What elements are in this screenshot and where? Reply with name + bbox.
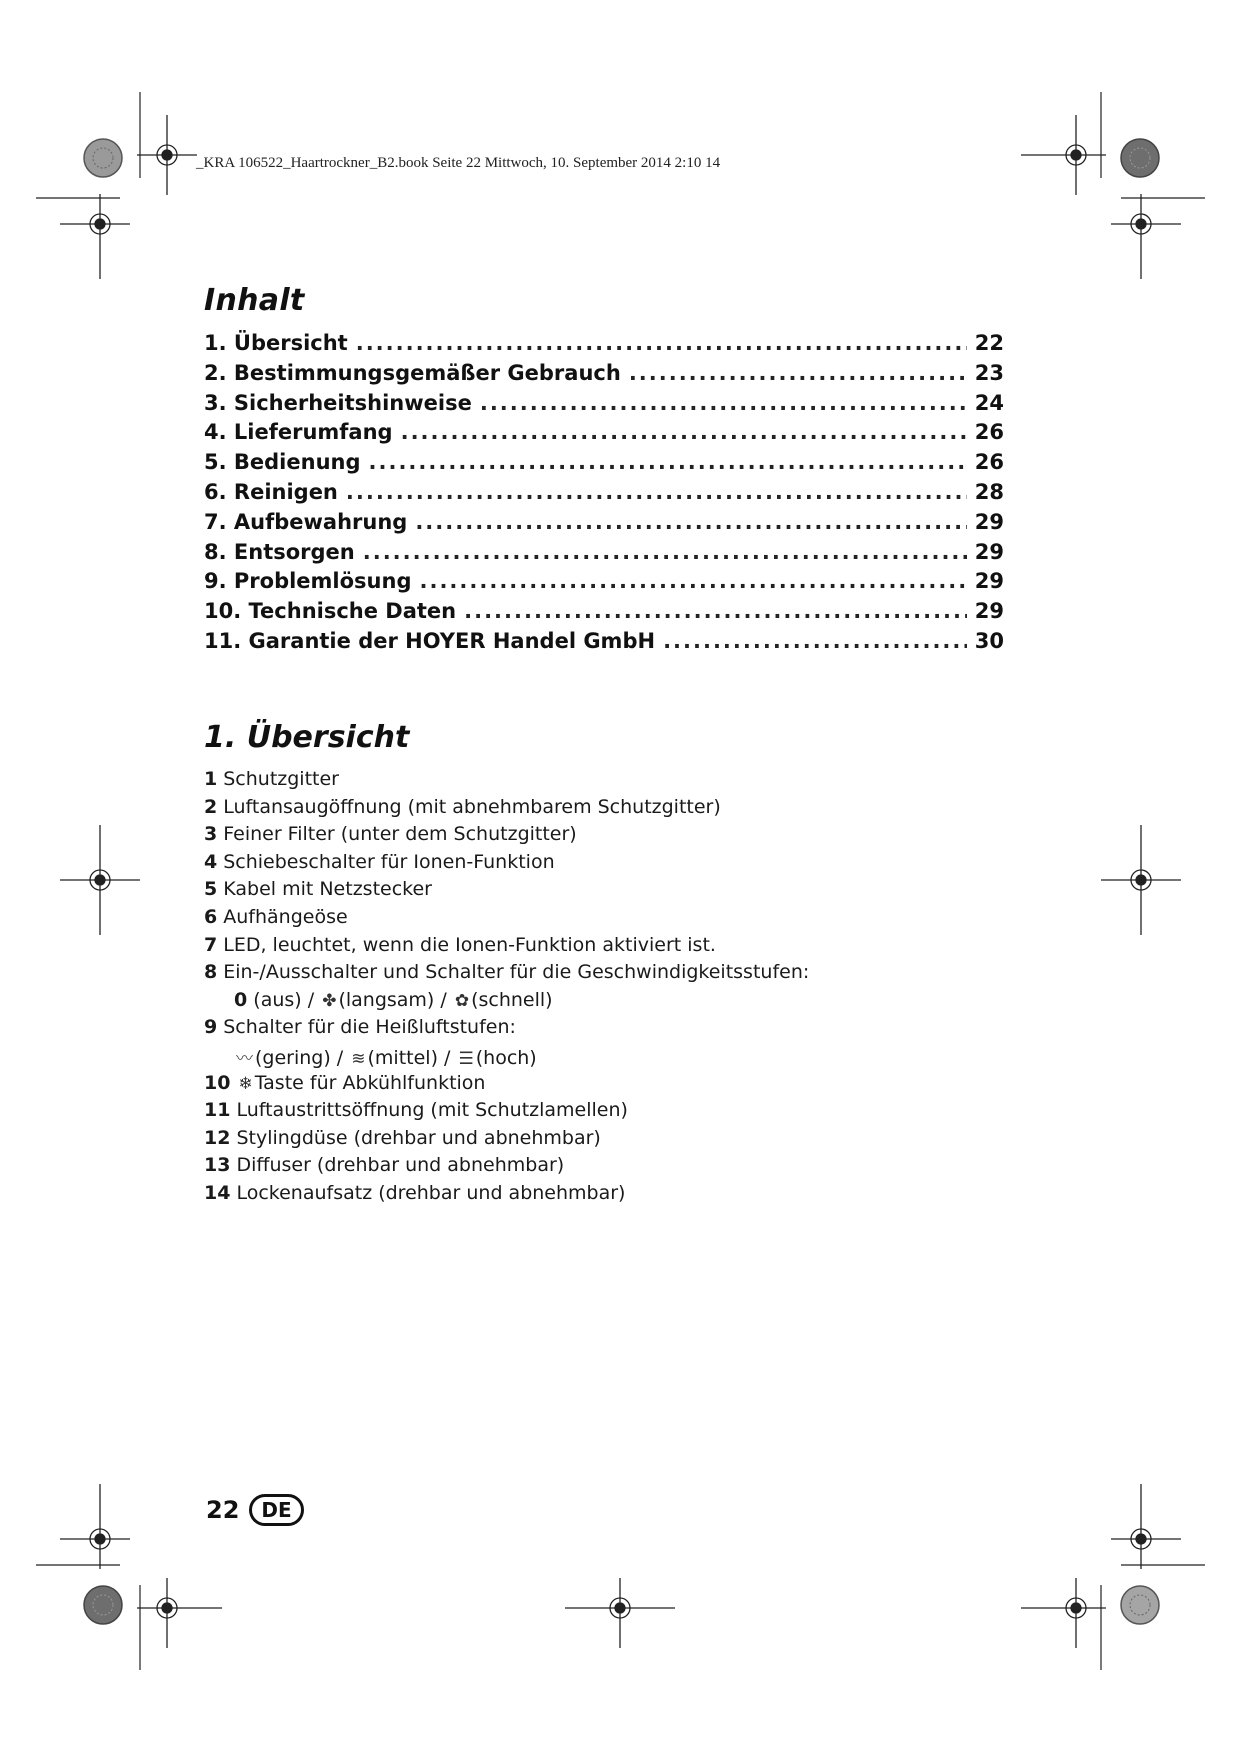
- toc-entry[interactable]: [204, 480, 1004, 510]
- page-footer: [206, 1494, 304, 1526]
- snowflake-icon: ❄: [238, 1073, 253, 1094]
- toc-entry-page: 26: [974, 450, 1004, 475]
- toc-entry-label: 6. Reinigen: [204, 479, 338, 504]
- toc-entry-label: 10. Technische Daten: [204, 599, 457, 624]
- item-text: LED, leuchtet, wenn die Ionen-Funktion aktiviert ist.: [223, 933, 716, 956]
- parts-list: [204, 768, 809, 1210]
- list-item: [204, 823, 809, 851]
- item-number: 12: [204, 1126, 231, 1149]
- list-item: [204, 934, 809, 962]
- toc-entry-label: 1. Übersicht: [204, 331, 348, 355]
- toc-leader: [356, 331, 967, 355]
- toc-entry[interactable]: [204, 450, 1004, 480]
- toc-entry-page: 29: [974, 509, 1004, 534]
- item-number: 11: [204, 1099, 231, 1122]
- toc-entry-label: 4. Lieferumfang: [204, 420, 393, 445]
- toc-leader: [401, 420, 967, 444]
- toc-leader: [369, 450, 967, 474]
- list-item: [204, 1072, 809, 1100]
- toc-entry-page: 26: [974, 420, 1004, 445]
- item-number: 4: [204, 850, 218, 873]
- item-number: 13: [204, 1154, 231, 1177]
- item-number: 2: [204, 795, 218, 818]
- list-item: [204, 768, 809, 796]
- heat-level-mid: (mittel) /: [367, 1046, 451, 1069]
- toc-leader: [663, 629, 967, 653]
- toc-entry[interactable]: [204, 629, 1004, 659]
- list-item: [204, 906, 809, 934]
- toc-entry-label: 9. Problemlösung: [204, 569, 412, 594]
- toc-entry-label: 8. Entsorgen: [204, 539, 355, 564]
- list-item: [204, 1016, 809, 1044]
- item-text: Schiebeschalter für Ionen-Funktion: [223, 850, 555, 873]
- toc-leader: [363, 540, 967, 564]
- item-text: Taste für Abkühlfunktion: [254, 1071, 486, 1094]
- list-item: [204, 1182, 809, 1210]
- item-text: Luftaustrittsöffnung (mit Schutzlamellen): [236, 1099, 628, 1122]
- toc-entry[interactable]: [204, 420, 1004, 450]
- item-text: Diffuser (drehbar und abnehmbar): [236, 1154, 565, 1177]
- list-item: [204, 961, 809, 989]
- item-number: 5: [204, 878, 218, 901]
- toc-entry[interactable]: [204, 510, 1004, 540]
- toc-entry-label: 7. Aufbewahrung: [204, 509, 408, 534]
- section-title: 1. Übersicht: [204, 720, 410, 755]
- toc-entry-page: 22: [974, 331, 1004, 355]
- toc-entry[interactable]: [204, 599, 1004, 629]
- list-item: [204, 1099, 809, 1127]
- item-text: Schutzgitter: [223, 768, 339, 790]
- toc-leader: [415, 510, 966, 534]
- language-badge: DE: [249, 1494, 303, 1526]
- list-item: [204, 878, 809, 906]
- toc-entry[interactable]: [204, 569, 1004, 599]
- item-text: Luftansaugöffnung (mit abnehmbarem Schutzgitter): [223, 795, 721, 818]
- item-number: 3: [204, 823, 218, 846]
- item-number: 1: [204, 768, 218, 790]
- heat-levels: [204, 1044, 809, 1072]
- toc-entry-page: 29: [974, 569, 1004, 594]
- heat-level-high: (hoch): [475, 1046, 537, 1069]
- page-number: 22: [206, 1496, 240, 1524]
- fan-slow-icon: ✤: [322, 990, 337, 1011]
- item-number: 14: [204, 1181, 231, 1204]
- toc-entry-page: 29: [974, 599, 1004, 624]
- item-number: 7: [204, 933, 218, 956]
- item-number: 6: [204, 905, 218, 928]
- toc-entry-page: 29: [974, 539, 1004, 564]
- toc-entry-page: 24: [974, 390, 1004, 415]
- toc-entry-page: 28: [974, 479, 1004, 504]
- toc-leader: [464, 599, 967, 623]
- speed-levels: [204, 989, 809, 1017]
- list-item: [204, 851, 809, 879]
- toc-leader: [346, 480, 967, 504]
- toc-entry-label: 2. Bestimmungsgemäßer Gebrauch: [204, 360, 621, 385]
- item-text: Ein-/Ausschalter und Schalter für die Geschwindigkeitsstufen:: [223, 961, 810, 984]
- item-number: 9: [204, 1016, 218, 1039]
- fan-fast-icon: ✿: [454, 990, 470, 1011]
- toc-entry-page: 23: [974, 360, 1004, 385]
- heat-low-icon: 〰: [236, 1048, 253, 1069]
- table-of-contents: [204, 331, 1004, 659]
- toc-entry[interactable]: [204, 331, 1004, 361]
- toc-leader: [480, 391, 967, 415]
- item-text: Kabel mit Netzstecker: [223, 878, 432, 901]
- toc-entry[interactable]: [204, 361, 1004, 391]
- toc-entry-label: 5. Bedienung: [204, 450, 361, 475]
- toc-entry[interactable]: [204, 540, 1004, 570]
- list-item: [204, 1154, 809, 1182]
- item-text: Feiner Filter (unter dem Schutzgitter): [223, 823, 577, 846]
- list-item: [204, 1127, 809, 1155]
- toc-entry-page: 30: [974, 628, 1004, 653]
- item-text: Schalter für die Heißluftstufen:: [223, 1016, 516, 1039]
- speed-level-fast: (schnell): [471, 988, 553, 1011]
- heat-high-icon: ☰: [458, 1048, 474, 1069]
- item-text: Lockenaufsatz (drehbar und abnehmbar): [236, 1181, 626, 1204]
- item-text: Aufhängeöse: [223, 905, 348, 928]
- list-item: [204, 796, 809, 824]
- item-number: 10: [204, 1071, 231, 1094]
- speed-level-off: (aus) /: [253, 988, 315, 1011]
- speed-level-zero: 0: [234, 988, 248, 1011]
- print-header: _KRA 106522_Haartrockner_B2.book Seite 22 Mittwoch, 10. September 2014 2:10 14: [196, 155, 721, 171]
- heat-level-low: (gering) /: [255, 1046, 344, 1069]
- toc-entry[interactable]: [204, 391, 1004, 421]
- toc-entry-label: 3. Sicherheitshinweise: [204, 390, 472, 415]
- speed-level-slow: (langsam) /: [338, 988, 447, 1011]
- heat-mid-icon: ≋: [351, 1048, 366, 1069]
- toc-entry-label: 11. Garantie der HOYER Handel GmbH: [204, 628, 656, 653]
- item-number: 8: [204, 961, 218, 984]
- toc-leader: [629, 361, 967, 385]
- item-text: Stylingdüse (drehbar und abnehmbar): [236, 1126, 601, 1149]
- toc-title: Inhalt: [204, 283, 305, 318]
- toc-leader: [420, 569, 967, 593]
